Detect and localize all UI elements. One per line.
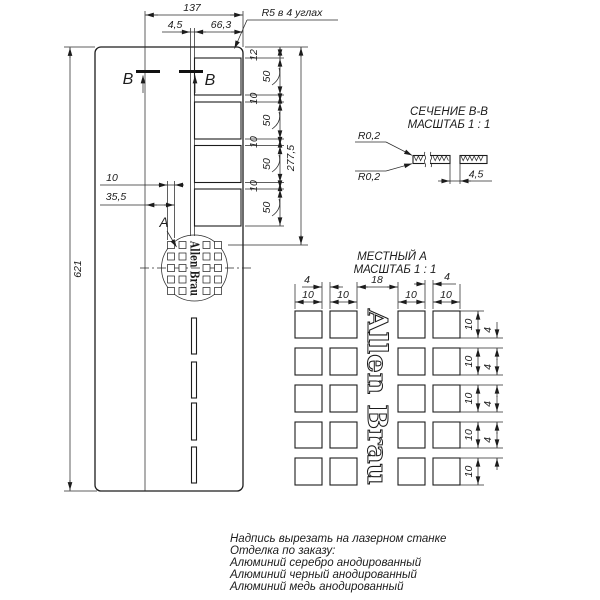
chain-50-1: 50 — [261, 70, 273, 83]
detail-dim-18: 18 — [371, 274, 383, 286]
section-bb-title: СЕЧЕНИЕ В-В — [410, 106, 488, 118]
detail-right-10-4: 10 — [463, 429, 475, 441]
section-45-label: 4,5 — [468, 168, 484, 181]
dim-621-label: 621 — [72, 260, 84, 278]
chain-10-1: 10 — [248, 92, 260, 105]
dim-355-label: 35,5 — [105, 191, 127, 203]
note-line-3: Алюминий серебро анодированный — [230, 557, 422, 569]
detail-right-10-5: 10 — [463, 465, 475, 478]
detail-a-title: МЕСТНЫЙ А — [357, 251, 427, 263]
detail-dim-10-2: 10 — [337, 289, 349, 301]
detail-right-4-3: 4 — [482, 401, 494, 407]
chain-50-2: 50 — [261, 114, 273, 127]
section-letter-right: В — [204, 72, 216, 89]
detail-dim-10-1: 10 — [302, 289, 314, 301]
chain-10-3: 10 — [248, 180, 260, 192]
chain-10-2: 10 — [248, 136, 260, 148]
note-line-5: Алюминий медь анодированный — [230, 581, 404, 593]
logo-text-small: Allen Brau — [187, 241, 203, 316]
chain-50-3: 50 — [261, 158, 273, 170]
dim-2775-label: 277,5 — [285, 144, 297, 172]
detail-dim-4-right: 4 — [444, 271, 450, 283]
dim-10-label: 10 — [106, 172, 118, 184]
note-line-2: Отделка по заказу: — [230, 545, 336, 557]
detail-dim-10-4: 10 — [440, 289, 452, 301]
logo-text-large: Allen Brau — [361, 309, 392, 471]
slot-2 — [195, 102, 242, 139]
dim-663-label: 66,3 — [210, 19, 232, 31]
note-line-4: Алюминий черный анодированный — [230, 569, 417, 581]
detail-right-4-1: 4 — [482, 327, 494, 333]
note-line-1: Надпись вырезать на лазерном станке — [230, 533, 447, 545]
detail-dim-4-left: 4 — [304, 274, 310, 286]
narrow-slot-1 — [192, 318, 197, 354]
slot-3 — [195, 146, 242, 183]
detail-right-4-2: 4 — [482, 364, 494, 370]
dim-137-label: 137 — [183, 2, 201, 14]
narrow-slot-4 — [192, 447, 197, 483]
slot-1 — [195, 58, 242, 95]
detail-dim-10-3: 10 — [405, 289, 417, 301]
chain-50-4: 50 — [261, 201, 273, 214]
detail-a-letter: A — [159, 215, 169, 230]
detail-right-10-3: 10 — [463, 392, 475, 405]
r02-top-label: R0,2 — [357, 130, 381, 142]
detail-right-10-2: 10 — [463, 355, 475, 368]
section-letter-left: В — [122, 71, 134, 88]
chain-12: 12 — [248, 49, 260, 61]
narrow-slot-3 — [192, 403, 197, 440]
detail-right-4-4: 4 — [482, 437, 494, 443]
r02-bottom-label: R0,2 — [357, 171, 381, 183]
r5-note-label: R5 в 4 углах — [261, 7, 323, 19]
slot-4 — [195, 189, 242, 226]
detail-right-10-1: 10 — [463, 318, 475, 331]
section-bb-scale: МАСШТАБ 1 : 1 — [407, 119, 491, 131]
detail-a-scale: МАСШТАБ 1 : 1 — [353, 264, 437, 276]
narrow-slot-2 — [192, 362, 197, 398]
dim-45-label: 4,5 — [167, 19, 183, 31]
